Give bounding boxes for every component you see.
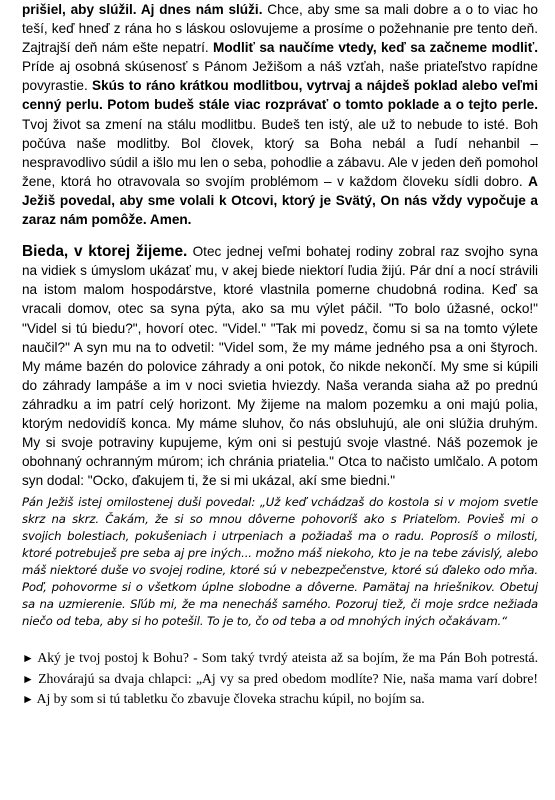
- triangle-bullet-icon: ►: [22, 692, 34, 707]
- paragraph-poverty-story: [22, 242, 538, 490]
- joke-text: Zhovárajú sa dvaja chlapci: „Aj vy sa pred obedom modlíte? Nie, naša mama varí dobre!: [38, 670, 538, 686]
- joke-text: Aj by som si tú tabletku čo zbavuje človeka strachu kúpil, no bojím sa.: [36, 691, 425, 707]
- paragraph-prayer: [22, 0, 538, 229]
- paragraph-jesus-quote: Pán Ježiš istej omilostenej duši povedal: „Už keď vchádzaš do kostola si v mojom svetle skrz na skrz. Čakám, že si so mnou dôverne pohovoríš ako s Priateľom. Povieš mi o svojich bolestiach, pokušeniach i utrpeniach a požiadaš ma o radu. Poprosíš o milosti, ktoré potrebuješ pre seba aj pre iných... možno máš niekoho, kto je na tebe závislý, alebo máš niektoré duše vo svojej rodine, ktoré sú v nebezpečenstve, ktoré sú ďaleko odo mňa. Poď, pohovorme si o všetkom úplne slobodne a dôverne. Pamätaj na hriešnikov. Obetuj sa na uzmierenie. Sľúb mi, že ma nenecháš samého. Pozoruj tiež, či moje srdce nežiada niečo od teba, aby si ho potešil. To je to, čo od teba a od mnohých iných očakávam.“: [22, 495, 538, 629]
- story-title: Bieda, v ktorej žijeme.: [22, 243, 188, 261]
- triangle-bullet-icon: ►: [22, 651, 34, 666]
- body-text: Príde aj osobná skúsenosť s Pánom Ježišom a náš vzťah, naše priateľstvo rapídne povyrastie.: [22, 59, 538, 94]
- body-text: Tvoj život sa zmení na stálu modlitbu. Budeš ten istý, ale už to nebude to isté. Boh počúva naše modlitby. Bol človek, ktorý sa Boha nebál a ľudí nehanbil – nespravodlivo súdil a išlo mu len o seba, pohodlie a zábavu. Ale v jeden deň pomohol žene, ktorá ho otravovala so svojím problémom – v každom človeku sídli dobro.: [22, 116, 538, 189]
- joke-text: Aký je tvoj postoj k Bohu? - Som taký tvrdý ateista až sa bojím, že ma Pán Boh potrestá.: [37, 650, 539, 666]
- story-body: Otec jednej veľmi bohatej rodiny zobral raz svojho syna na vidiek s úmyslom ukázať mu, v akej biede niektorí ľudia žijú. Pár dní a nocí strávili na istom malom hospodárstve, ktoré vlastnila pomerne chudobná rodina. Keď sa vracali domov, otec sa syna pýta, ako sa mu výlet páčil. "To bolo úžasné, ocko!" "Videl si tú biedu?", hovorí otec. "Videl." "Tak mi povedz, čomu si sa na tomto výlete naučil?" A syn mu na to odvetil: "Videl som, že my máme jedného psa a oni štyroch. My máme bazén do polovice záhrady a oni potok, čo nikde nekončí. My sme si kúpili do záhrady lampáše a im v noci svietia hviezdy. Naša veranda siaha až po prednú záhradku a im patrí celý horizont. My žijeme na malom pozemku a oni majú polia, ktorým nedovidíš konca. My máme sluhov, čo nás obsluhujú, ale oni slúžia druhým. My si svoje potraviny kupujeme, kým oni si pestujú svoje vlastné. Náš pozemok je obohnaný ochranným múrom; ich chránia priatelia." Otca to načisto umlčalo. A potom syn dodal: "Ocko, ďakujem ti, že si mi ukázal, akí sme biedni.": [22, 244, 538, 489]
- emphasis-text: Skús to ráno krátkou modlitbou, vytrvaj a nájdeš poklad alebo veľmi cenný perlu. Potom budeš stále viac rozprávať o tomto poklade a o tejto perle.: [22, 78, 538, 113]
- body-text: Chce, aby sme sa mali dobre a o to viac ho teší, keď hneď z rána ho s láskou oslovujeme a prosíme o požehnanie pre tento deň. Zajtrajší deň nám ešte nepatrí.: [22, 2, 538, 56]
- emphasis-text: prišiel, aby slúžil. Aj dnes nám slúži.: [22, 2, 263, 17]
- document-page: [22, 0, 538, 710]
- triangle-bullet-icon: ►: [22, 671, 34, 686]
- paragraph-jokes: [22, 648, 538, 709]
- emphasis-text: Modliť sa naučíme vtedy, keď sa začneme modliť.: [213, 40, 538, 56]
- emphasis-text: A Ježiš povedal, aby sme volali k Otcovi, ktorý je Svätý, On nás vždy vypočuje a zaraz nám pomôže. Amen.: [22, 173, 538, 228]
